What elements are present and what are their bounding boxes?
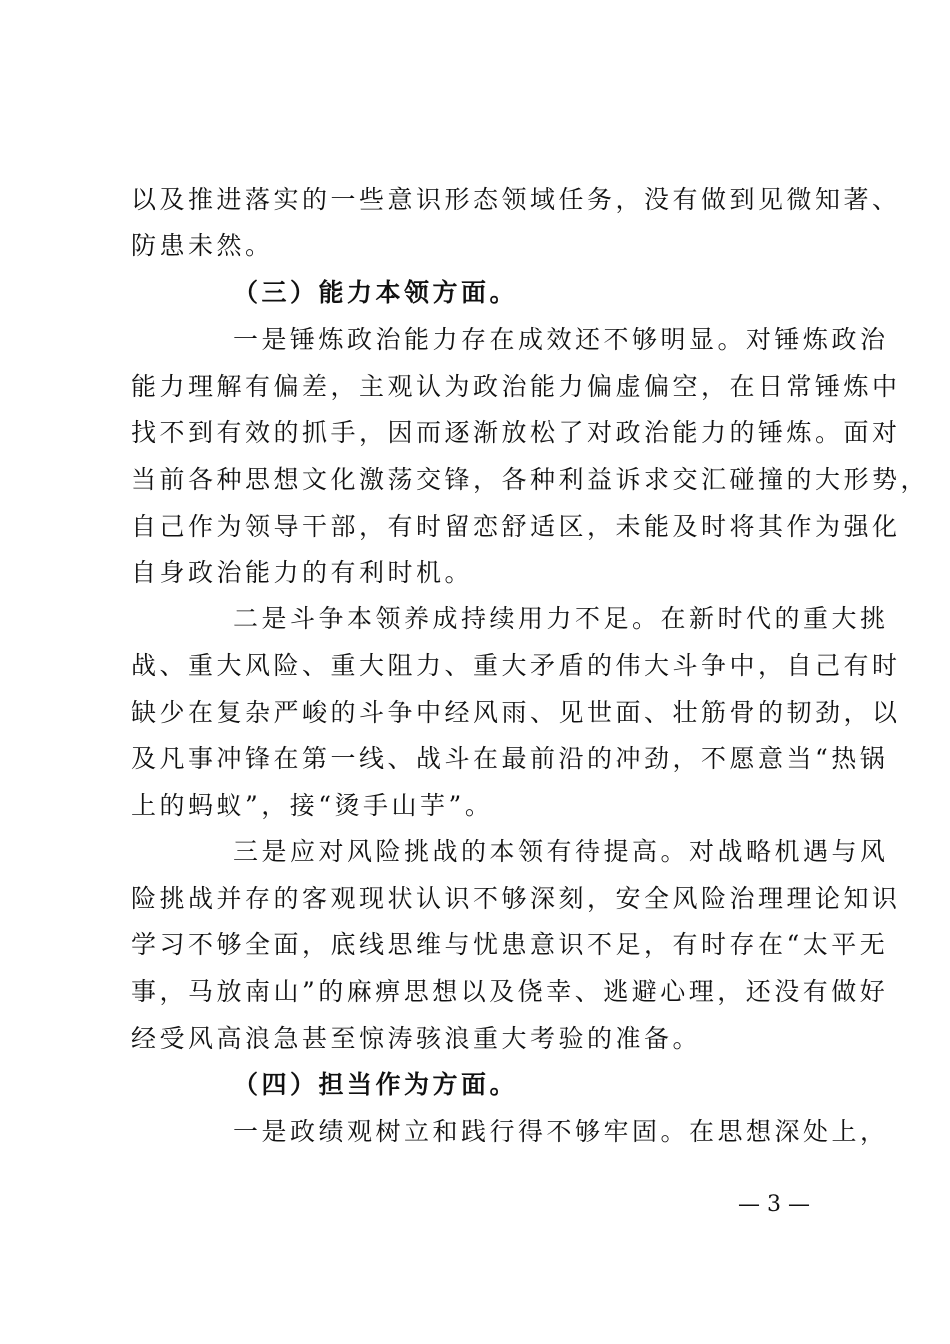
paragraph-start: 一是政绩观树立和践行得不够牢固。在思想深处上， bbox=[233, 1117, 889, 1146]
text-line: 缺少在复杂严峻的斗争中经风雨、见世面、壮筋骨的韧劲，以 bbox=[131, 698, 901, 727]
text-line: 防患未然。 bbox=[131, 231, 274, 260]
text-line: 上的蚂蚁”，接“烫手山芋”。 bbox=[131, 791, 494, 820]
paragraph-start: 一是锤炼政治能力存在成效还不够明显。对锤炼政治 bbox=[233, 325, 889, 354]
text-line: 及凡事冲锋在第一线、战斗在最前沿的冲劲，不愿意当“热锅 bbox=[131, 744, 889, 773]
section-heading-3: （三）能力本领方面。 bbox=[233, 278, 519, 307]
text-line: 险挑战并存的客观现状认识不够深刻，安全风险治理理论知识 bbox=[131, 884, 901, 913]
page-number: — 3 — bbox=[738, 1192, 810, 1217]
text-line: 以及推进落实的一些意识形态领域任务，没有做到见微知著、 bbox=[131, 185, 901, 214]
text-line: 经受风高浪急甚至惊涛骇浪重大考验的准备。 bbox=[131, 1024, 702, 1053]
text-line: 学习不够全面，底线思维与忧患意识不足，有时存在“太平无 bbox=[131, 930, 889, 959]
paragraph-start: 二是斗争本领养成持续用力不足。在新时代的重大挑 bbox=[233, 604, 889, 633]
paragraph-start: 三是应对风险挑战的本领有待提高。对战略机遇与风 bbox=[233, 837, 889, 866]
text-line: 自身政治能力的有利时机。 bbox=[131, 558, 474, 587]
section-heading-4: （四）担当作为方面。 bbox=[233, 1070, 519, 1099]
text-line: 能力理解有偏差，主观认为政治能力偏虚偏空，在日常锤炼中 bbox=[131, 372, 901, 401]
text-line: 当前各种思想文化激荡交锋，各种利益诉求交汇碰撞的大形势， bbox=[131, 465, 930, 494]
text-line: 找不到有效的抓手，因而逐渐放松了对政治能力的锤炼。面对 bbox=[131, 418, 901, 447]
text-line: 战、重大风险、重大阻力、重大矛盾的伟大斗争中，自己有时 bbox=[131, 651, 901, 680]
text-line: 自己作为领导干部，有时留恋舒适区，未能及时将其作为强化 bbox=[131, 512, 901, 541]
text-line: 事，马放南山”的麻痹思想以及侥幸、逃避心理，还没有做好 bbox=[131, 977, 889, 1006]
